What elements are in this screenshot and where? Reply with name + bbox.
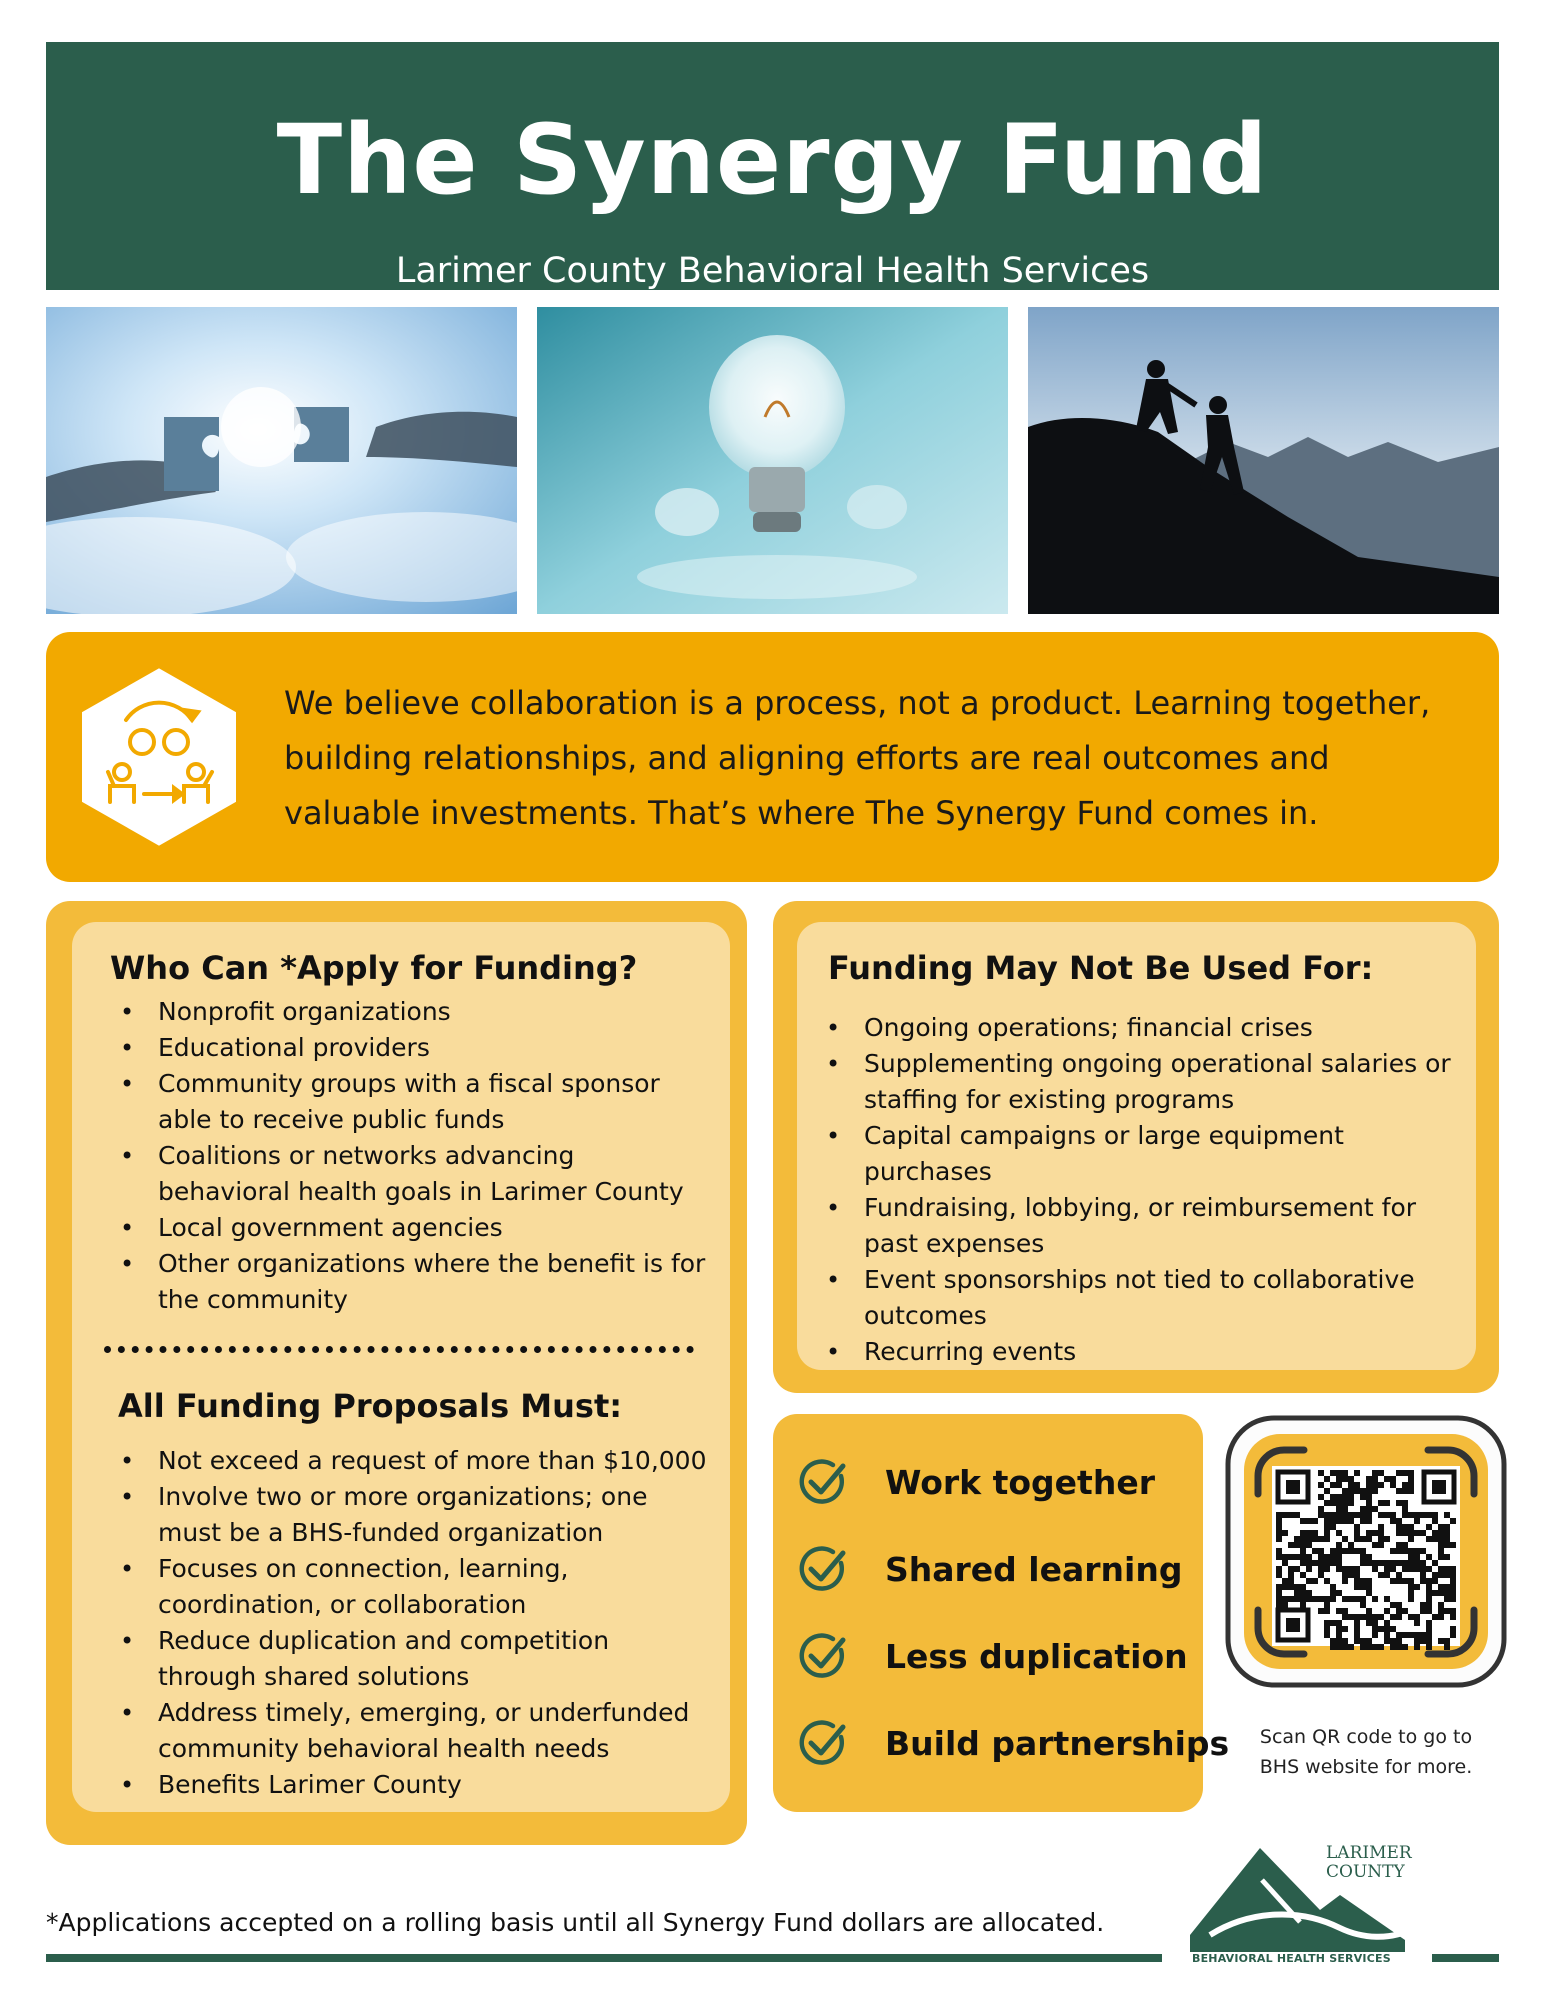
check-item-label: Work together: [885, 1462, 1155, 1502]
mission-text: We believe collaboration is a process, not a product. Learning together, building relationships, and aligning efforts are real outcomes and valuable investments. That’s where The Synergy Fund comes in.: [284, 684, 1431, 832]
list-item: • Involve two or more organizations; one must be a BHS-funded organization: [114, 1479, 714, 1551]
check-circle-icon: [797, 1456, 849, 1508]
list-item: • Event sponsorships not tied to collaborative outcomes: [820, 1262, 1460, 1334]
list-item: • Community groups with a fiscal sponsor able to receive public funds: [114, 1066, 714, 1138]
list-item: • Address timely, emerging, or underfunded community behavioral health needs: [114, 1695, 714, 1767]
list-item: • Coalitions or networks advancing behavioral health goals in Larimer County: [114, 1138, 714, 1210]
photo-light-bulb: [537, 307, 1008, 614]
not-used-for-list: [820, 1010, 1460, 1370]
list-item: • Ongoing operations; financial crises: [820, 1010, 1460, 1046]
not-used-for-heading: Funding May Not Be Used For:: [828, 949, 1374, 987]
check-item: [797, 1452, 1155, 1512]
list-item: • Recurring events: [820, 1334, 1460, 1370]
collaboration-gears-icon: [74, 662, 244, 852]
list-item: • Capital campaigns or large equipment purchases: [820, 1118, 1460, 1190]
list-item: • Fundraising, lobbying, or reimbursement for past expenses: [820, 1190, 1460, 1262]
proposals-must-heading: All Funding Proposals Must:: [118, 1387, 623, 1425]
qr-caption-line-2: BHS website for more.: [1259, 1756, 1473, 1778]
check-circle-icon: [797, 1543, 849, 1595]
check-item-label: Shared learning: [885, 1549, 1183, 1589]
photo-climbers-helping: [1028, 307, 1499, 614]
larimer-county-logo: [1190, 1840, 1412, 1970]
who-can-apply-heading: Who Can *Apply for Funding?: [110, 949, 638, 987]
footer-rule: [46, 1954, 1162, 1962]
list-item: • Supplementing ongoing operational salaries or staffing for existing programs: [820, 1046, 1460, 1118]
qr-caption: [1224, 1722, 1508, 1782]
check-item: [797, 1539, 1182, 1599]
qr-code-block[interactable]: [1224, 1414, 1508, 1689]
check-item: [797, 1713, 1229, 1773]
logo-line-2: COUNTY: [1326, 1862, 1405, 1882]
list-item: • Local government agencies: [114, 1210, 714, 1246]
list-item: • Not exceed a request of more than $10,000: [114, 1443, 714, 1479]
page-title: The Synergy Fund: [276, 104, 1269, 216]
mission-banner: [46, 632, 1499, 882]
list-item: • Reduce duplication and competition through shared solutions: [114, 1623, 714, 1695]
list-item: • Focuses on connection, learning, coordination, or collaboration: [114, 1551, 714, 1623]
page-subtitle: Larimer County Behavioral Health Services: [395, 251, 1150, 291]
who-can-apply-list: [114, 994, 714, 1318]
check-item-label: Build partnerships: [885, 1723, 1230, 1763]
header-banner: [46, 42, 1499, 290]
section-divider: [104, 1346, 694, 1353]
logo-tagline: BEHAVIORAL HEALTH SERVICES: [1192, 1952, 1391, 1965]
check-item-label: Less duplication: [885, 1636, 1188, 1676]
logo-line-1: LARIMER: [1326, 1843, 1412, 1863]
list-item: • Other organizations where the benefit is for the community: [114, 1246, 714, 1318]
list-item: • Nonprofit organizations: [114, 994, 714, 1030]
qr-code-icon[interactable]: [1224, 1414, 1508, 1689]
check-circle-icon: [797, 1717, 849, 1769]
footer-rule-right: [1432, 1954, 1499, 1962]
list-item: • Educational providers: [114, 1030, 714, 1066]
proposals-must-list: [114, 1443, 714, 1803]
logo-text: [1326, 1843, 1412, 1882]
list-item: • Benefits Larimer County: [114, 1767, 714, 1803]
values-checklist: [773, 1414, 1230, 1812]
qr-caption-line-1: Scan QR code to go to: [1259, 1726, 1473, 1748]
footnote: *Applications accepted on a rolling basis until all Synergy Fund dollars are allocated.: [46, 1908, 1105, 1937]
check-circle-icon: [797, 1630, 849, 1682]
check-item: [797, 1626, 1188, 1686]
photo-puzzle-hands: [46, 307, 517, 614]
